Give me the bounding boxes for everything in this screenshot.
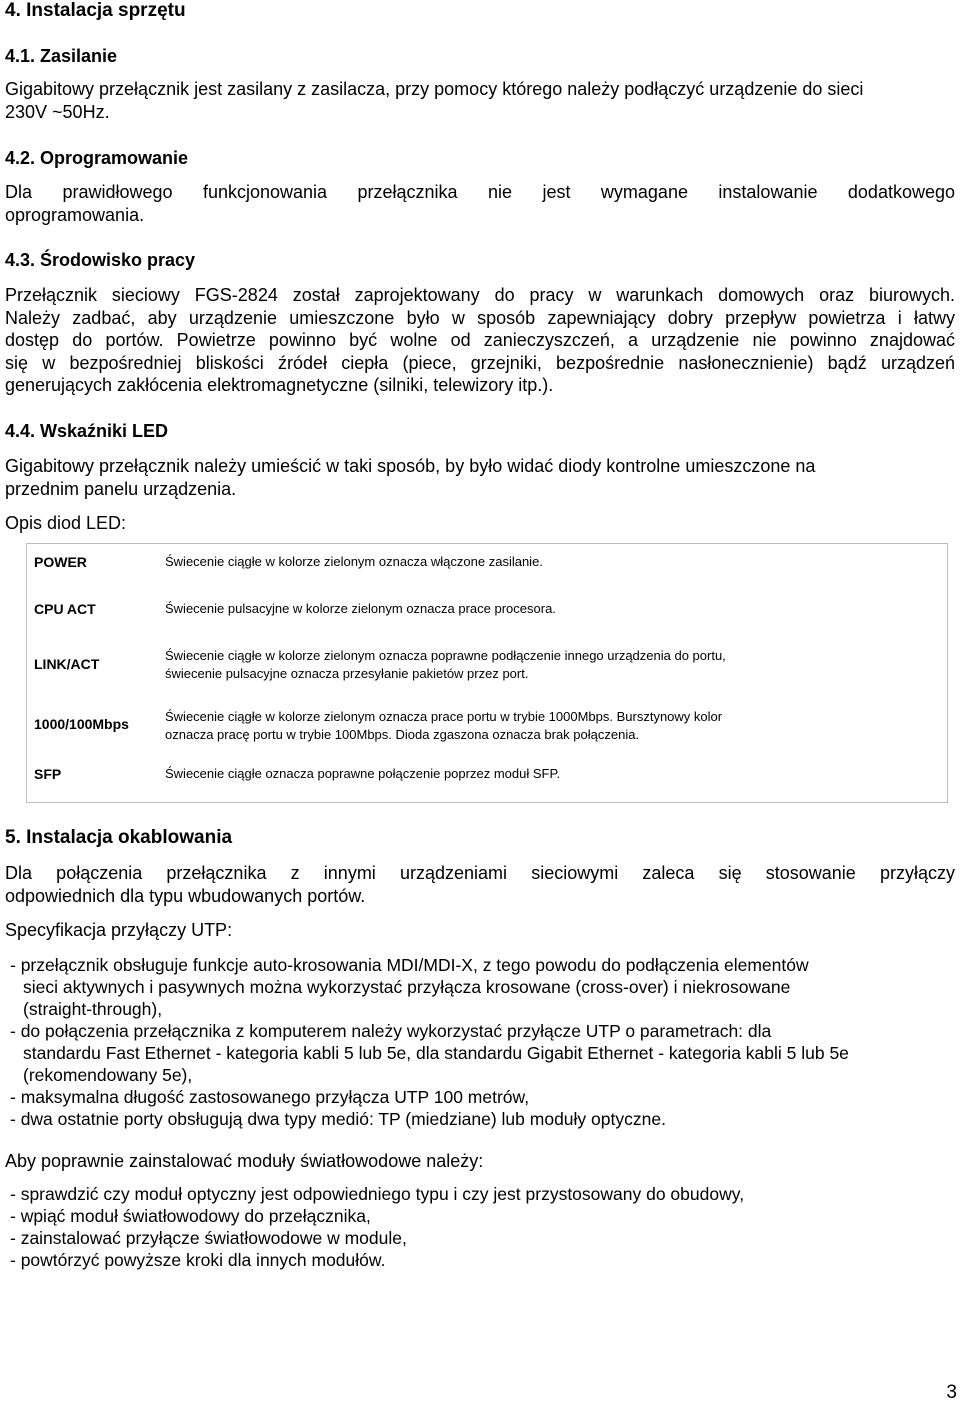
list-item bbox=[10, 1108, 960, 1130]
led-desc-line: Świecenie ciągłe oznacza poprawne połączenie poprzez moduł SFP. bbox=[165, 766, 561, 781]
list-item: - zainstalować przyłącze światłowodowe w module, bbox=[10, 1228, 407, 1248]
led-name-sfp: SFP bbox=[34, 766, 62, 782]
section-5-title: 5. Instalacja okablowania bbox=[5, 827, 233, 848]
led-table-caption: Opis diod LED: bbox=[5, 513, 127, 533]
sfp-steps-list bbox=[10, 1183, 960, 1271]
led-desc-line: Świecenie ciągłe w kolorze zielonym oznacza prace portu w trybie 1000Mbps. Bursztynowy kolor bbox=[165, 709, 723, 724]
list-item bbox=[10, 954, 960, 1020]
list-item-line: (straight-through), bbox=[23, 999, 163, 1019]
led-desc-line: oznacza pracę portu w trybie 100Mbps. Dioda zgaszona oznacza brak połączenia. bbox=[165, 727, 640, 742]
section-4-4-text bbox=[5, 455, 955, 500]
section-4-1-title: 4.1. Zasilanie bbox=[5, 46, 118, 66]
led-desc-1000-100mbps bbox=[165, 708, 865, 744]
led-desc-cpu-act bbox=[165, 600, 865, 618]
section-4-title: 4. Instalacja sprzętu bbox=[5, 0, 186, 21]
section-4-3-text bbox=[5, 284, 955, 397]
section-5-text bbox=[5, 862, 955, 907]
text-line: oprogramowania. bbox=[5, 204, 145, 225]
text-line: 230V ~50Hz. bbox=[5, 101, 110, 122]
led-desc-line: Świecenie ciągłe w kolorze zielonym oznacza włączone zasilanie. bbox=[165, 554, 543, 569]
text-line: dostęp do portów. Powietrze powinno być wolne od zanieczyszczeń, a urządzenie nie powinno znajdować bbox=[5, 330, 955, 350]
list-item-line: standardu Fast Ethernet - kategoria kabli 5 lub 5e, dla standardu Gigabit Ethernet - kategoria kabli 5 lub 5e bbox=[23, 1043, 849, 1063]
led-desc-sfp bbox=[165, 765, 865, 783]
text-line: Przełącznik sieciowy FGS-2824 został zaprojektowany do pracy w warunkach domowych oraz biurowych. bbox=[5, 285, 955, 305]
list-item bbox=[10, 1086, 960, 1108]
section-4-1-text bbox=[5, 78, 955, 123]
spec-list bbox=[10, 954, 960, 1130]
text-line: odpowiednich dla typu wbudowanych portów. bbox=[5, 885, 366, 906]
list-item-line: - maksymalna długość zastosowanego przyłącza UTP 100 metrów, bbox=[10, 1087, 530, 1107]
list-item bbox=[10, 1020, 960, 1086]
text-line: Dla prawidłowego funkcjonowania przełącznika nie jest wymagane instalowanie dodatkowego bbox=[5, 182, 955, 202]
led-table bbox=[26, 543, 948, 803]
list-item: - powtórzyć powyższe kroki dla innych modułów. bbox=[10, 1250, 386, 1270]
led-desc-power bbox=[165, 553, 865, 571]
text-line: Dla połączenia przełącznika z innymi urządzeniami sieciowymi zaleca się stosowanie przyłączy bbox=[5, 863, 955, 883]
text-line: Należy zadbać, aby urządzenie umieszczone było w sposób zapewniający dobry przepływ powietrza i łatwy bbox=[5, 307, 955, 328]
led-desc-line: Świecenie ciągłe w kolorze zielonym oznacza poprawne podłączenie innego urządzenia do portu, bbox=[165, 648, 726, 663]
led-desc-line: Świecenie pulsacyjne w kolorze zielonym oznacza prace procesora. bbox=[165, 601, 556, 616]
list-item-line: sieci aktywnych i pasywnych można wykorzystać przyłącza krosowane (cross-over) i niekrosowane bbox=[23, 977, 791, 997]
section-4-3-title: 4.3. Środowisko pracy bbox=[5, 250, 196, 270]
text-line: przednim panelu urządzenia. bbox=[5, 478, 237, 499]
section-4-2-text bbox=[5, 181, 955, 226]
led-desc-line: świecenie pulsacyjne oznacza przesyłanie pakietów przez port. bbox=[165, 666, 529, 681]
text-line: Gigabitowy przełącznik należy umieścić w taki sposób, by było widać diody kontrolne umieszczone na bbox=[5, 456, 816, 476]
section-4-4-title: 4.4. Wskaźniki LED bbox=[5, 421, 169, 441]
list-item: - wpiąć moduł światłowodowy do przełącznika, bbox=[10, 1206, 371, 1226]
text-line: Gigabitowy przełącznik jest zasilany z zasilacza, przy pomocy którego należy podłączyć urządzenie do sieci bbox=[5, 79, 864, 99]
list-item-line: - przełącznik obsługuje funkcje auto-krosowania MDI/MDI-X, z tego powodu do podłączenia elementów bbox=[10, 955, 809, 975]
text-line: się w bezpośredniej bliskości źródeł ciepła (piece, grzejniki, bezpośrednie nasłonecznienie) bądź urządzeń bbox=[5, 352, 955, 373]
spec-caption: Specyfikacja przyłączy UTP: bbox=[5, 920, 233, 940]
led-name-cpu-act: CPU ACT bbox=[34, 601, 96, 617]
page-number: 3 bbox=[946, 1382, 957, 1403]
led-name-1000-100mbps: 1000/100Mbps bbox=[34, 716, 129, 732]
text-line: generujących zakłócenia elektromagnetyczne (silniki, telewizory itp.). bbox=[5, 375, 554, 395]
led-name-power: POWER bbox=[34, 554, 87, 570]
led-name-link-act: LINK/ACT bbox=[34, 656, 100, 672]
section-4-2-title: 4.2. Oprogramowanie bbox=[5, 148, 189, 168]
sfp-caption: Aby poprawnie zainstalować moduły światłowodowe należy: bbox=[5, 1151, 484, 1171]
list-item-line: (rekomendowany 5e), bbox=[23, 1065, 193, 1085]
list-item: - sprawdzić czy moduł optyczny jest odpowiedniego typu i czy jest przystosowany do obudowy, bbox=[10, 1184, 745, 1204]
list-item-line: - do połączenia przełącznika z komputerem należy wykorzystać przyłącze UTP o parametrach: dla bbox=[10, 1021, 772, 1041]
led-desc-link-act bbox=[165, 647, 865, 683]
list-item-line: - dwa ostatnie porty obsługują dwa typy medió: TP (miedziane) lub moduły optyczne. bbox=[10, 1109, 666, 1129]
